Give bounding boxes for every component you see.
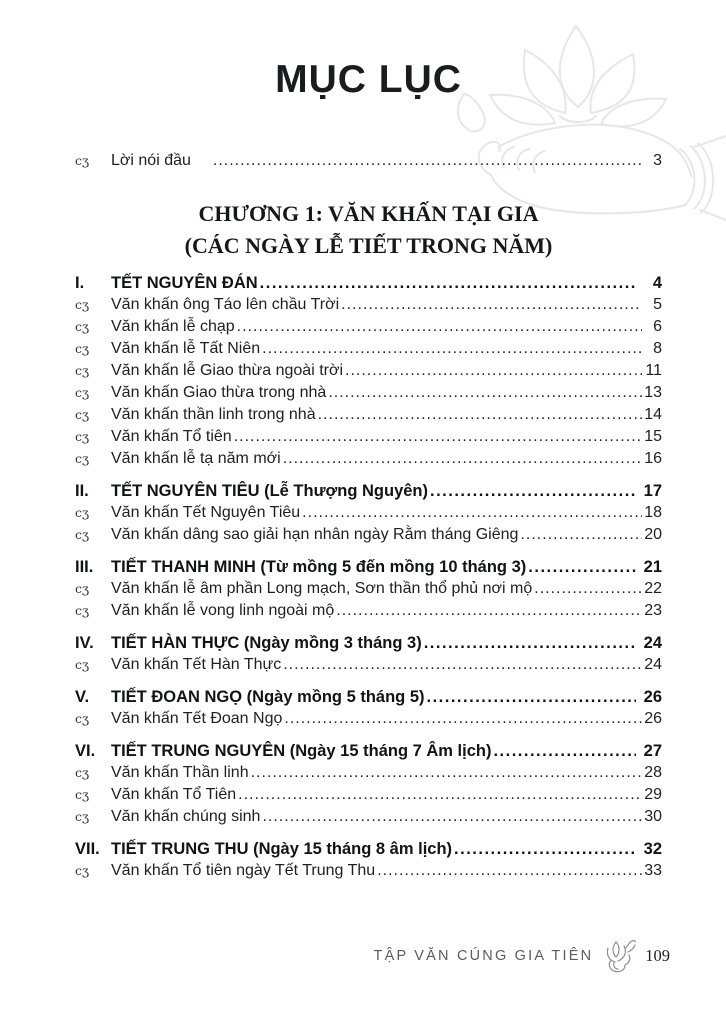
row-page-number: 33 [644,862,662,879]
row-marker: cʒ [75,809,90,824]
row-label: TẾT NGUYÊN ĐÁN [111,274,258,292]
dot-leader [375,860,642,882]
dot-leader [422,632,636,654]
dot-leader [191,150,642,172]
dot-leader [281,448,642,470]
row-marker: cʒ [75,297,90,312]
toc-row [75,708,662,730]
row-marker: I. [75,274,85,292]
row-page-number: 30 [644,808,662,825]
row-page-number: 22 [644,580,662,597]
toc-row [75,382,662,404]
dot-leader [260,806,642,828]
row-label: TIẾT TRUNG NGUYÊN (Ngày 15 tháng 7 Âm lịch) [111,742,492,760]
toc-row [75,740,662,762]
row-page-number: 8 [653,340,662,357]
row-marker: cʒ [75,319,90,334]
toc-row [75,294,662,316]
toc-row [75,426,662,448]
row-page-number: 13 [644,384,662,401]
row-label: Văn khấn Thần linh [111,764,249,781]
row-marker: IV. [75,634,94,652]
chapter-heading [75,198,662,262]
toc-row [75,578,662,600]
row-label: Văn khấn lễ Tất Niên [111,340,261,357]
chapter-heading-line2: (CÁC NGÀY LỄ TIẾT TRONG NĂM) [184,233,553,258]
toc-row [75,502,662,524]
row-page-number: 6 [653,318,662,335]
row-marker: cʒ [75,385,90,400]
row-label: Văn khấn Tết Đoan Ngọ [111,710,283,727]
row-page-number: 23 [644,602,662,619]
intro-list [75,150,662,172]
row-page-number: 4 [652,274,662,292]
page-title: MỤC LỤC [275,58,462,101]
toc-row [75,838,662,860]
dot-leader [339,294,642,316]
dot-leader [249,762,642,784]
row-label: Văn khấn lễ chạp [111,318,235,335]
row-marker: cʒ [75,505,90,520]
toc-row [75,686,662,708]
row-page-number: 21 [643,558,662,576]
dot-leader [491,740,636,762]
dot-leader [518,524,642,546]
dot-leader [532,578,642,600]
toc-row [75,784,662,806]
toc-row [75,762,662,784]
toc-row [75,480,662,502]
row-page-number: 29 [644,786,662,803]
row-marker: VII. [75,840,100,858]
toc-row [75,404,662,426]
toc-row [75,338,662,360]
row-page-number: 27 [643,742,662,760]
row-label: TIẾT TRUNG THU (Ngày 15 tháng 8 âm lịch) [111,840,453,858]
row-label: Văn khấn dâng sao giải hạn nhân ngày Rằm tháng Giêng [111,526,519,543]
toc-row [75,806,662,828]
toc-list [75,272,662,882]
row-label: Văn khấn lễ âm phần Long mạch, Sơn thần thổ phủ nơi mộ [111,580,533,597]
toc-row [75,632,662,654]
row-label: TIẾT THANH MINH (Từ mồng 5 đến mồng 10 tháng 3) [111,558,527,576]
row-label: Văn khấn Tổ tiên ngày Tết Trung Thu [111,862,376,879]
row-page-number: 11 [645,362,662,379]
chapter-heading-line1: CHƯƠNG 1: VĂN KHẤN TẠI GIA [198,201,539,226]
row-marker: cʒ [75,787,90,802]
row-label: Văn khấn Tổ Tiên [111,786,237,803]
row-label: Lời nói đầu [111,152,191,169]
dot-leader [282,708,642,730]
row-label: Văn khấn Giao thừa trong nhà [111,384,327,401]
dot-leader [343,360,642,382]
toc-row [75,272,662,294]
dot-leader [425,686,636,708]
row-page-number: 28 [644,764,662,781]
row-page-number: 5 [653,296,662,313]
toc-content [0,56,726,882]
row-marker: cʒ [75,711,90,726]
row-label: Văn khấn chúng sinh [111,808,261,825]
toc-row [75,556,662,578]
dot-leader [260,338,642,360]
dot-leader [316,404,642,426]
toc-row [75,654,662,676]
row-marker: cʒ [75,527,90,542]
row-marker: cʒ [75,863,90,878]
row-page-number: 26 [644,710,662,727]
row-marker: II. [75,482,89,500]
row-marker: V. [75,688,90,706]
row-label: Văn khấn lễ Giao thừa ngoài trời [111,362,344,379]
row-marker: cʒ [75,341,90,356]
footer-page-number: 109 [645,946,670,965]
row-page-number: 32 [643,840,662,858]
row-marker: cʒ [75,581,90,596]
toc-row [75,150,662,172]
row-label: Văn khấn Tết Nguyên Tiêu [111,504,301,521]
row-label: Văn khấn lễ tạ năm mới [111,450,281,467]
row-label: TIẾT HÀN THỰC (Ngày mồng 3 tháng 3) [111,634,422,652]
row-marker: cʒ [75,451,90,466]
row-marker: cʒ [75,657,90,672]
row-label: Văn khấn Tổ tiên [111,428,232,445]
footer-lotus-hand-icon [602,936,636,976]
fleuron-icon: cʒ [75,153,90,168]
dot-leader [281,654,642,676]
toc-row [75,600,662,622]
dot-leader [526,556,636,578]
row-page-number: 15 [644,428,662,445]
row-marker: cʒ [75,429,90,444]
toc-row [75,524,662,546]
dot-leader [428,480,636,502]
row-page-number: 20 [644,526,662,543]
dot-leader [326,382,642,404]
toc-row [75,360,662,382]
dot-leader [452,838,636,860]
row-marker: cʒ [75,363,90,378]
footer-book-title: TẬP VĂN CÚNG GIA TIÊN [373,948,594,964]
row-label: Văn khấn lễ vong linh ngoài mộ [111,602,335,619]
toc-row [75,316,662,338]
dot-leader [258,272,636,294]
toc-row [75,448,662,470]
dot-leader [236,784,642,806]
row-page-number: 17 [643,482,662,500]
row-label: Văn khấn thần linh trong nhà [111,406,316,423]
dot-leader [232,426,642,448]
row-label: TẾT NGUYÊN TIÊU (Lễ Thượng Nguyên) [111,482,429,500]
row-marker: cʒ [75,765,90,780]
row-label: TIẾT ĐOAN NGỌ (Ngày mồng 5 tháng 5) [111,688,425,706]
row-page-number: 26 [643,688,662,706]
dot-leader [334,600,642,622]
dot-leader [300,502,642,524]
row-label: Văn khấn ông Táo lên chầu Trời [111,296,340,313]
row-marker: cʒ [75,407,90,422]
row-page-number: 18 [644,504,662,521]
row-marker: VI. [75,742,96,760]
dot-leader [235,316,642,338]
row-page-number: 16 [644,450,662,467]
row-page-number: 24 [643,634,662,652]
row-page-number: 24 [644,656,662,673]
row-page-number: 3 [653,152,662,169]
page-footer [374,936,670,976]
row-marker: cʒ [75,603,90,618]
row-label: Văn khấn Tết Hàn Thực [111,656,282,673]
toc-row [75,860,662,882]
row-marker: III. [75,558,94,576]
row-page-number: 14 [644,406,662,423]
